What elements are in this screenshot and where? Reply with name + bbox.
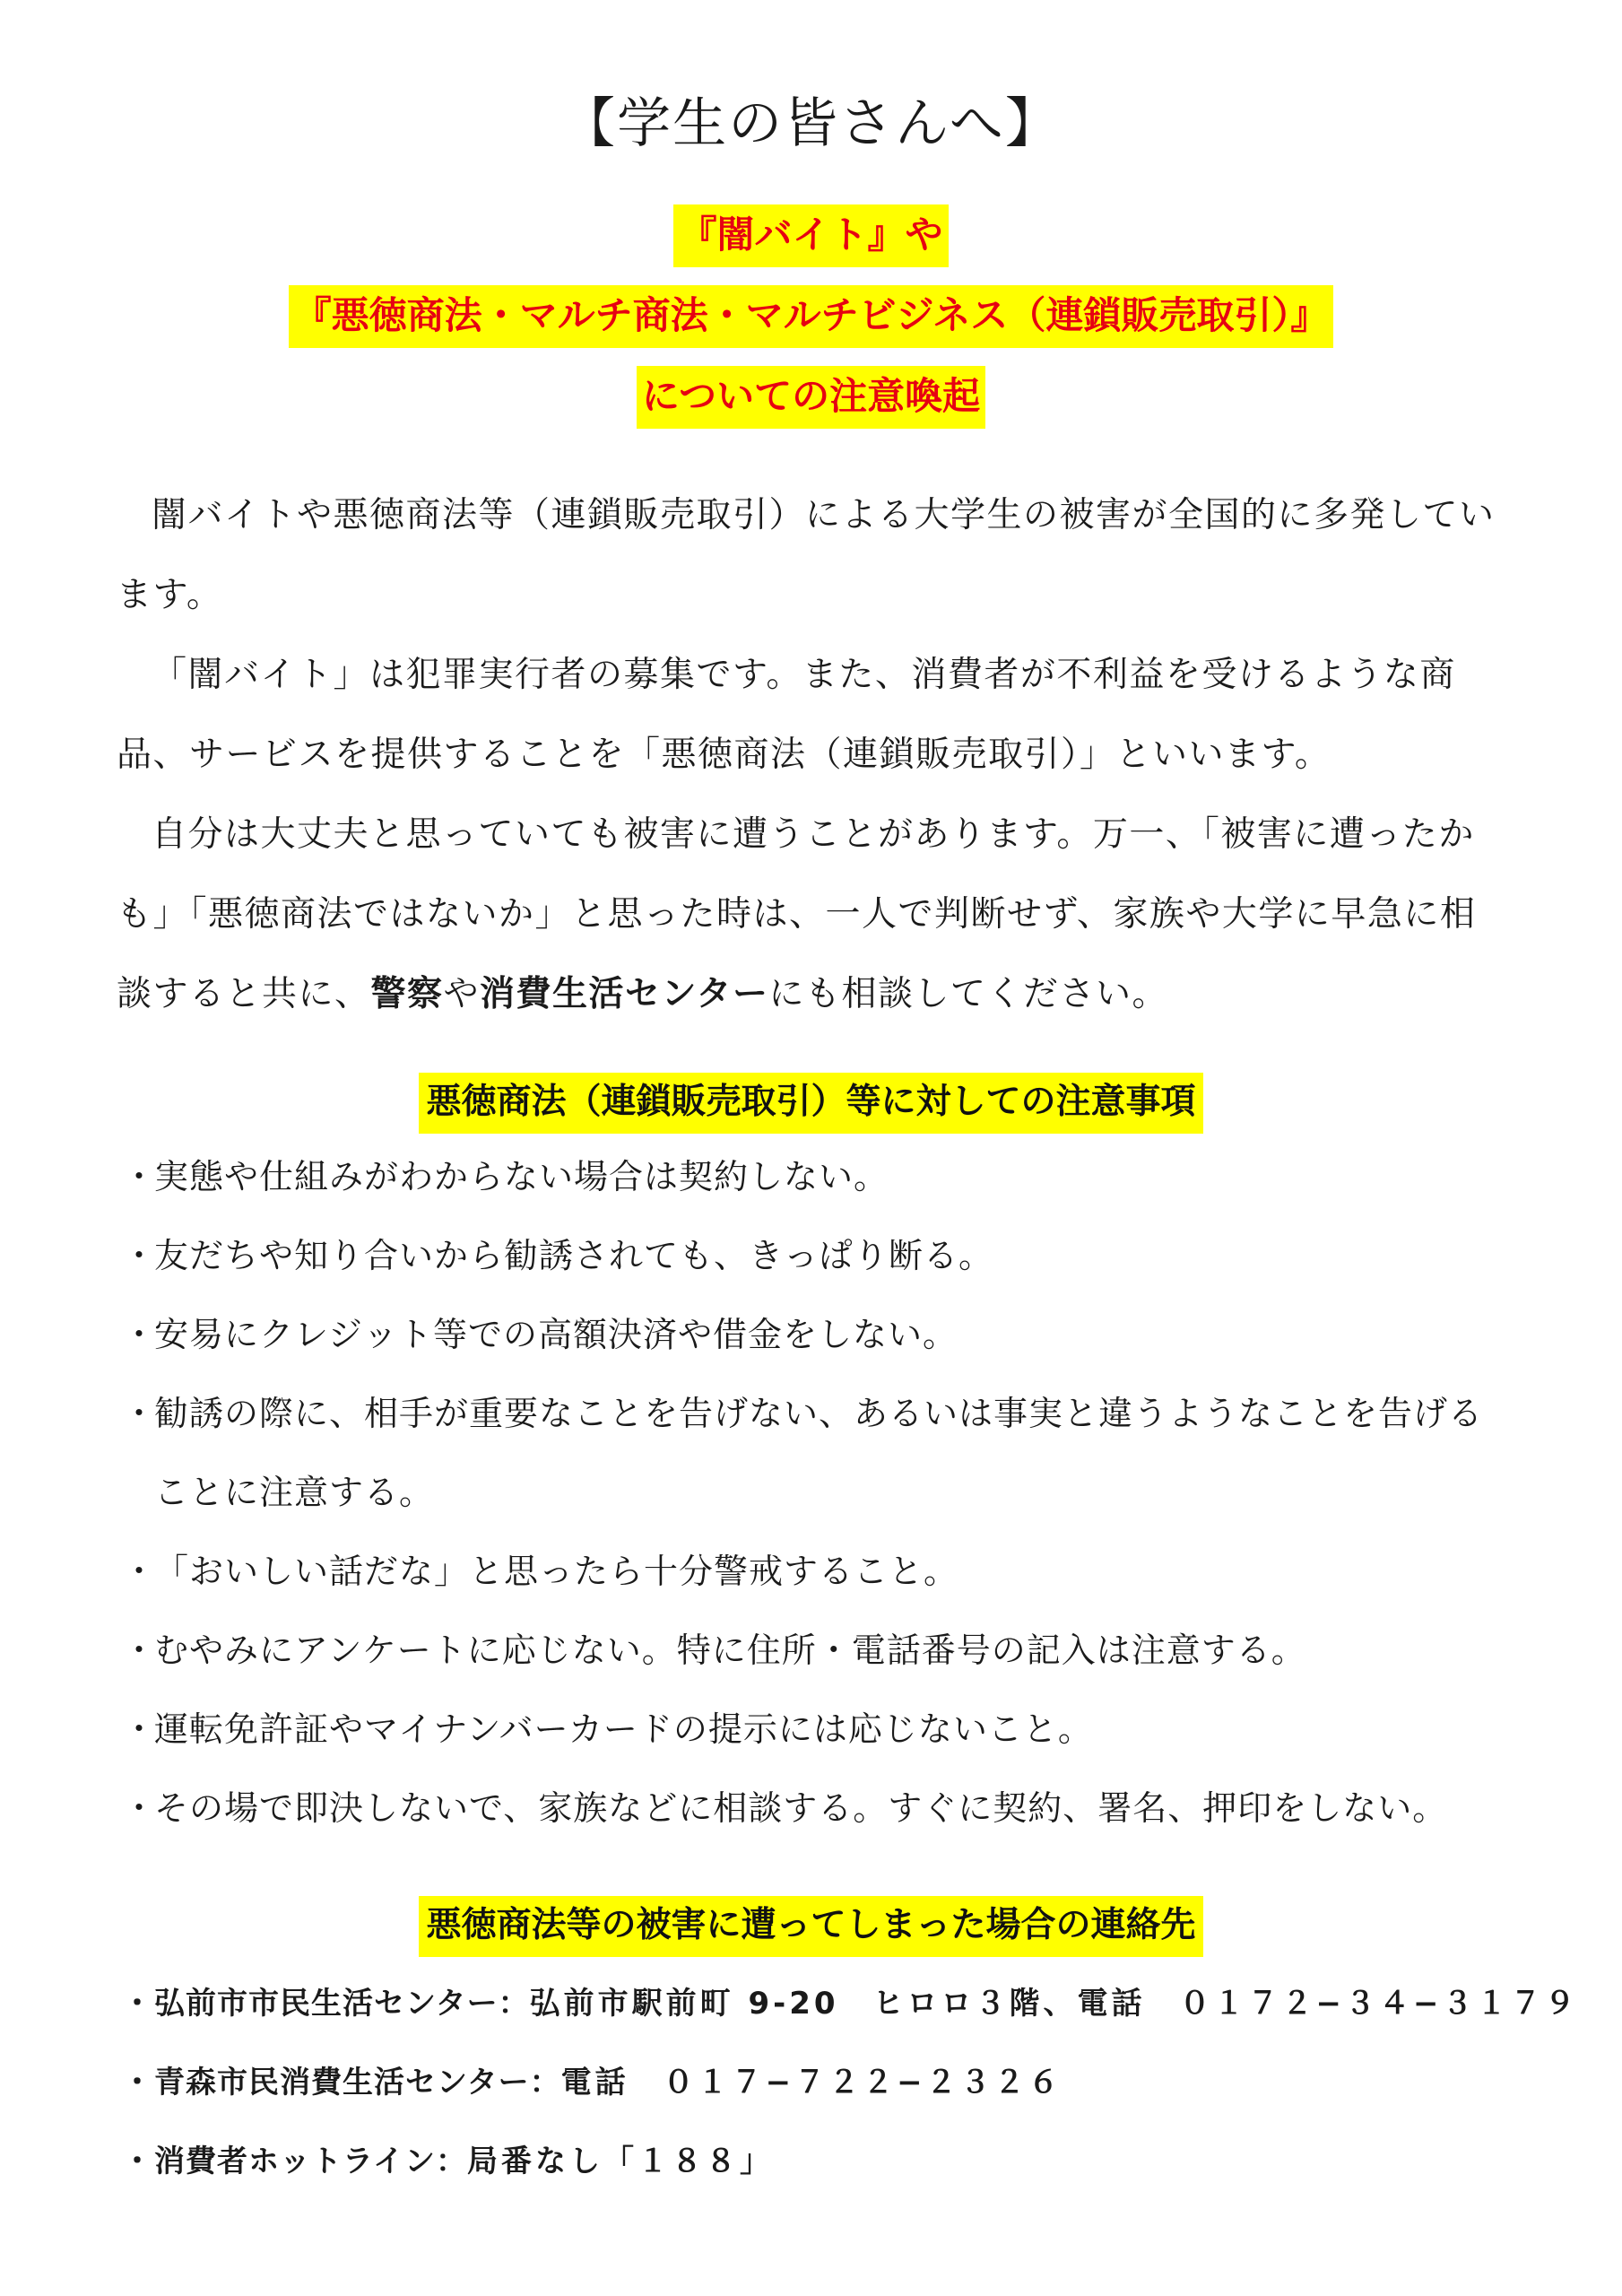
- headline-highlight-1: 『闇バイト』や: [673, 204, 948, 267]
- bullet-dot: ・: [122, 1394, 158, 1433]
- caution-item: [117, 1137, 1515, 1216]
- caution-item: [117, 1374, 1515, 1532]
- page-title: 【学生の皆さんへ】: [561, 92, 1061, 155]
- caution-item-text: むやみにアンケートに応じない。特に住所・電話番号の記入は注意する。: [154, 1631, 1306, 1670]
- caution-item-text: 「おいしい話だな」と思ったら十分警戒すること。: [154, 1552, 959, 1591]
- bullet-dot: ・: [122, 1986, 153, 2022]
- headline-highlight-2: 『悪徳商法・マルチ商法・マルチビジネス（連鎖販売取引）』: [289, 285, 1334, 348]
- contacts-list: [117, 1964, 1579, 2201]
- caution-item: [117, 1611, 1515, 1690]
- caution-item: [117, 1769, 1515, 1848]
- contact-detail: 弘前市駅前町 9-20 ヒロロ３階、電話 ０１７２−３４−３１７９: [529, 1986, 1579, 2022]
- contacts-heading: [0, 1896, 1622, 1957]
- caution-item: [117, 1690, 1515, 1769]
- caution-item: [117, 1216, 1515, 1295]
- caution-list: [117, 1137, 1515, 1848]
- caution-item: [117, 1532, 1515, 1611]
- headline-line-2: [0, 285, 1622, 348]
- contact-item: [117, 2043, 1533, 2122]
- contact-detail: 電話 ０１７−７２２−２３２６: [560, 2065, 1063, 2100]
- caution-item-text: 実態や仕組みがわからない場合は契約しない。: [154, 1157, 889, 1196]
- bullet-dot: ・: [122, 1315, 158, 1354]
- caution-item-text: その場で即決しないで、家族などに相談する。すぐに契約、署名、押印をしない。: [154, 1788, 1448, 1828]
- caution-item-text: 友だちや知り合いから勧誘されても、きっぱり断る。: [154, 1236, 994, 1275]
- contact-item: [117, 2122, 1533, 2201]
- caution-heading-highlight: 悪徳商法（連鎖販売取引）等に対しての注意事項: [419, 1073, 1202, 1134]
- intro-paragraph-3-part-c: にも相談してください。: [768, 974, 1169, 1014]
- caution-item-text: 運転免許証やマイナンバーカードの提示には応じないこと。: [154, 1709, 1093, 1749]
- intro-paragraph-1: 闇バイトや悪徳商法等（連鎖販売取引）による大学生の被害が全国的に多発しています。: [117, 495, 1496, 615]
- contact-name: 青森市民消費生活センター：: [154, 2065, 561, 2100]
- intro-paragraph-3-part-a: 自分は大丈夫と思っていても被害に遭うことがあります。万一、「被害に遭ったかも」「悪徳商法ではないか」と思った時は、一人で判断せず、家族や大学に早急に相談すると共に、: [117, 814, 1477, 1014]
- bullet-dot: ・: [122, 2144, 153, 2179]
- caution-item: [117, 1295, 1515, 1374]
- contacts-heading-highlight: 悪徳商法等の被害に遭ってしまった場合の連絡先: [419, 1896, 1202, 1957]
- intro-text: [117, 475, 1506, 1034]
- headline-highlight-3: についての注意喚起: [637, 366, 985, 429]
- bullet-dot: ・: [122, 2065, 153, 2100]
- contact-name: 弘前市市民生活センター：: [154, 1986, 530, 2022]
- consumer-center-emphasis: 消費生活センター: [480, 974, 769, 1014]
- bullet-dot: ・: [122, 1552, 158, 1591]
- bullet-dot: ・: [122, 1157, 158, 1196]
- bullet-dot: ・: [122, 1788, 158, 1828]
- bullet-dot: ・: [122, 1631, 158, 1670]
- contact-item: [117, 1964, 1579, 2043]
- police-emphasis: 警察: [370, 974, 444, 1014]
- caution-item-text: 勧誘の際に、相手が重要なことを告げない、あるいは事実と違うようなことを告げることに注意する。: [154, 1394, 1484, 1512]
- intro-paragraph-3-part-b: や: [443, 974, 481, 1014]
- headline-line-1: [0, 204, 1622, 267]
- caution-heading: [0, 1073, 1622, 1134]
- caution-item-text: 安易にクレジット等での高額決済や借金をしない。: [154, 1315, 958, 1354]
- bullet-dot: ・: [122, 1709, 158, 1749]
- intro-paragraph-2: 「闇バイト」は犯罪実行者の募集です。また、消費者が不利益を受けるような商品、サービスを提供することを「悪徳商法（連鎖販売取引）」といいます。: [117, 655, 1456, 775]
- contact-name: 消費者ホットライン：: [154, 2144, 467, 2179]
- contact-detail: 局番なし「１８８」: [466, 2144, 774, 2179]
- intro-paragraph-3: [117, 795, 1506, 1034]
- headline-line-3: [0, 366, 1622, 429]
- bullet-dot: ・: [122, 1236, 158, 1275]
